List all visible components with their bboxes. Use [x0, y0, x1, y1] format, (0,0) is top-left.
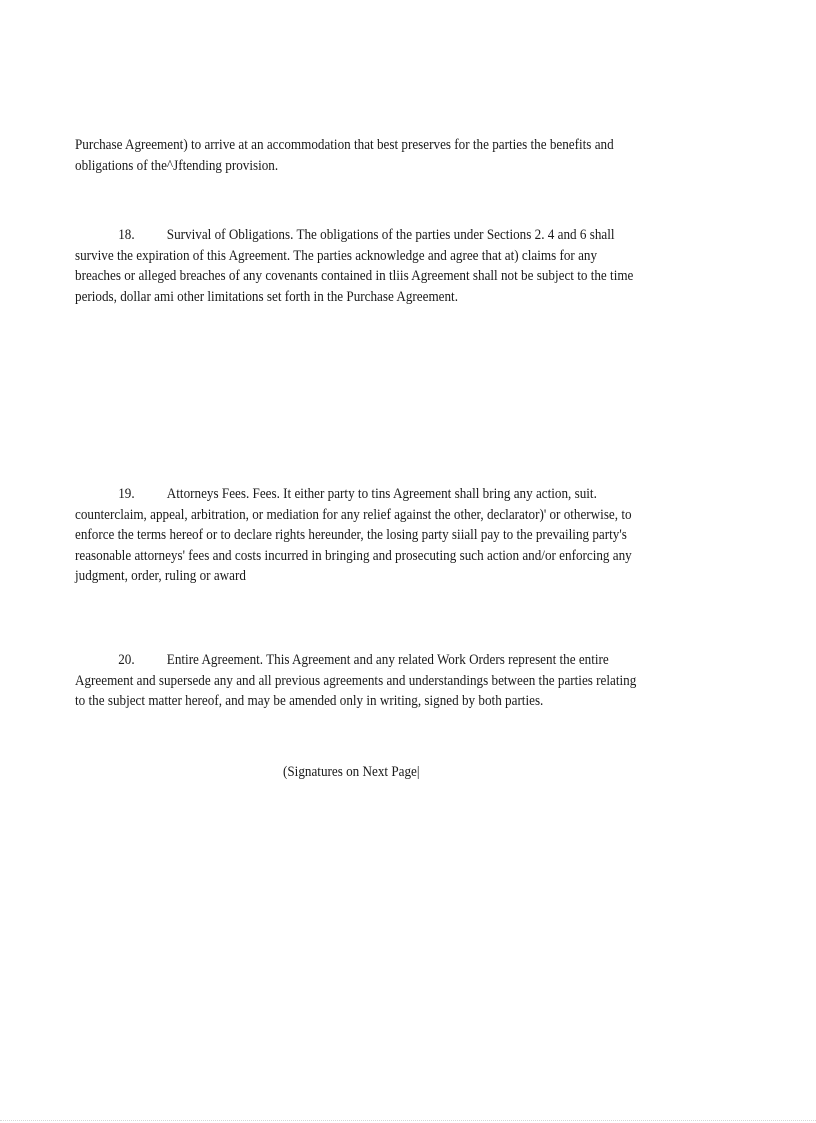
paragraph-line: breaches or alleged breaches of any covenants contained in tliis Agreement shall not be subject to the time: [75, 268, 634, 284]
paragraph-line: to the subject matter hereof, and may be amended only in writing, signed by both parties.: [75, 693, 544, 709]
continuation-paragraph: [75, 135, 620, 176]
paragraph-line: Agreement and supersede any and all previous agreements and understandings between the parties relating: [75, 672, 637, 689]
section-20-entire-agreement: [75, 650, 637, 712]
section-number: 18.: [118, 227, 135, 243]
paragraph-line: enforce the terms hereof or to declare rights hereunder, the losing party siiall pay to the prevailing party's: [75, 527, 627, 543]
section-heading-text: Survival of Obligations. The obligations of the parties under Sections 2. 4 and 6 shall: [166, 227, 615, 243]
paragraph-line: survive the expiration of this Agreement. The parties acknowledge and agree that at) claims for any: [75, 247, 598, 264]
paragraph-line: Purchase Agreement) to arrive at an accommodation that best preserves for the parties the benefits and: [75, 137, 614, 153]
paragraph-line: counterclaim, appeal, arbitration, or mediation for any relief against the other, declarator)' or otherwise, to: [75, 506, 632, 523]
section-number: 20.: [118, 652, 135, 668]
section-18-survival-of-obligations: [75, 225, 634, 307]
section-first-line: [75, 484, 620, 505]
page-bottom-divider: [0, 1120, 816, 1121]
paragraph-line: reasonable attorneys' fees and costs incurred in bringing and prosecuting such action and/or enforcing any: [75, 547, 632, 564]
section-first-line: [75, 225, 620, 246]
section-heading-text: Entire Agreement. This Agreement and any related Work Orders represent the entire: [166, 652, 609, 668]
section-19-attorneys-fees: [75, 484, 632, 587]
paragraph-line: obligations of the^Jftending provision.: [75, 157, 279, 174]
section-number: 19.: [118, 486, 135, 502]
signatures-on-next-page-note: (Signatures on Next Page|: [283, 764, 420, 780]
section-heading-text: Attorneys Fees. Fees. It either party to tins Agreement shall bring any action, suit.: [166, 486, 597, 502]
section-first-line: [75, 650, 620, 671]
paragraph-line: judgment, order, ruling or award: [75, 568, 246, 584]
paragraph-line: periods, dollar ami other limitations set forth in the Purchase Agreement.: [75, 288, 459, 305]
